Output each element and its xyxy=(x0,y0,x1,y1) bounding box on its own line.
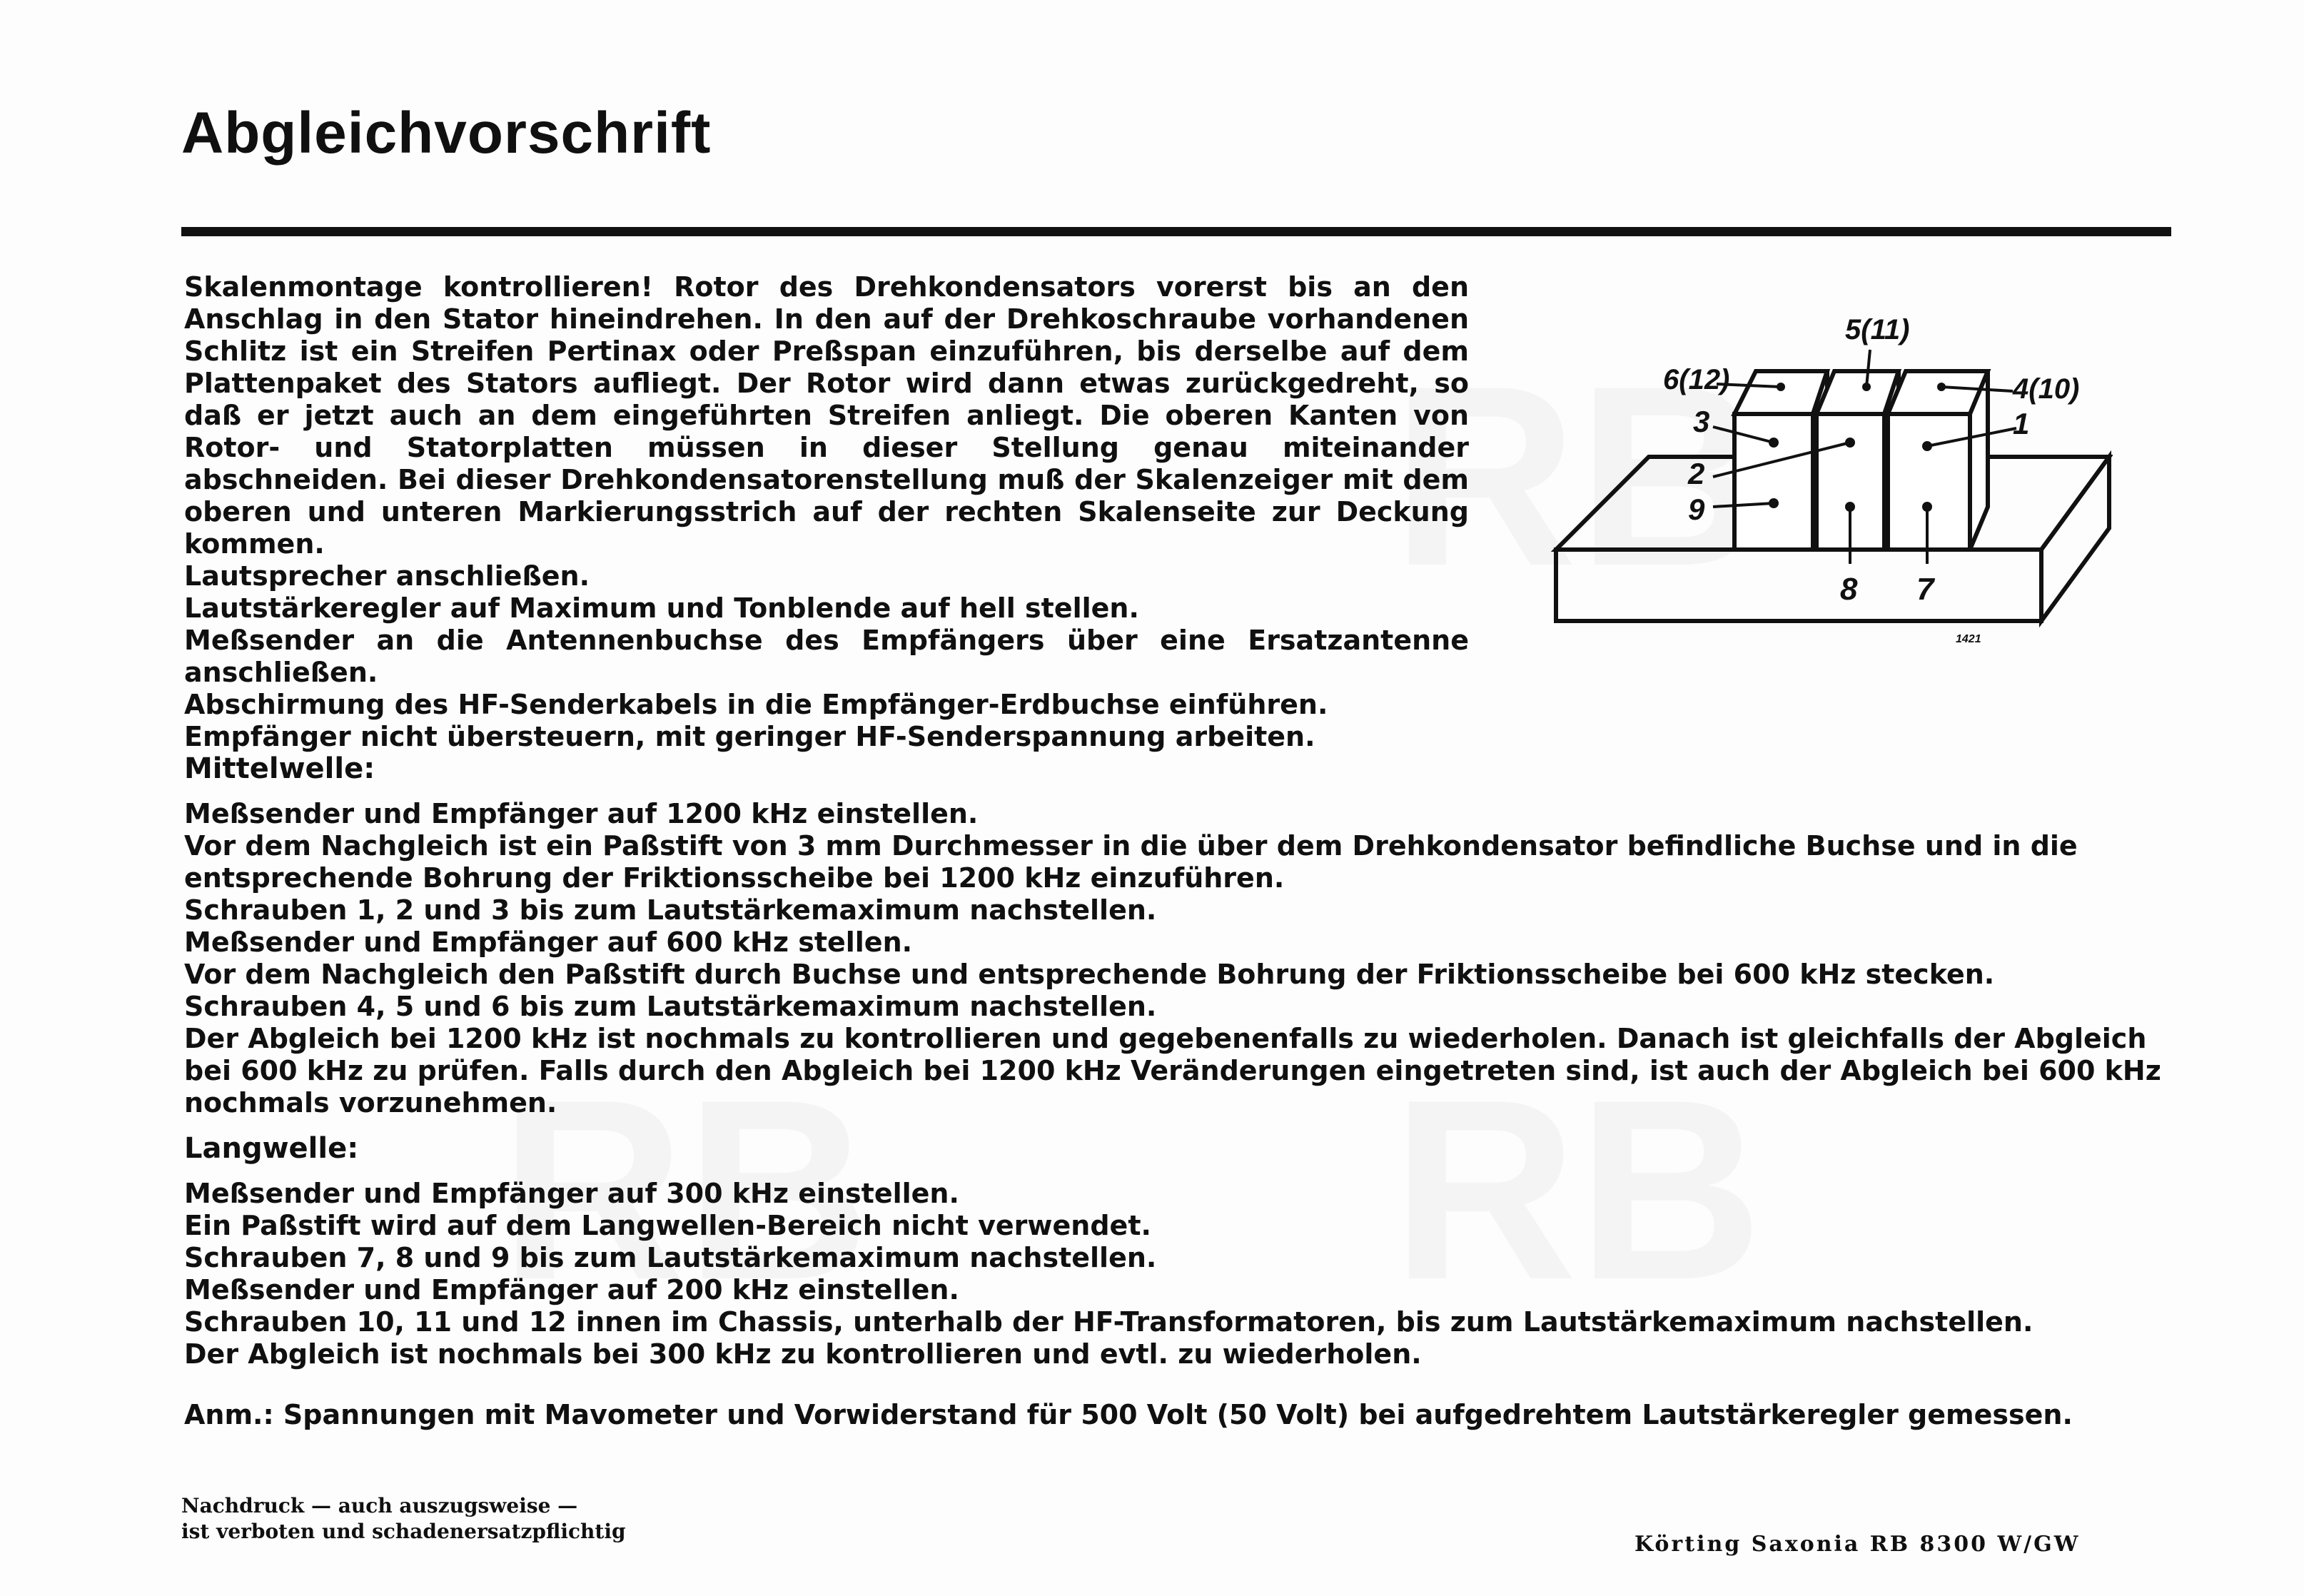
mittelwelle-line: Der Abgleich bei 1200 kHz ist nochmals zu kontrollieren und gegebenenfalls zu wiederholen. Danach ist gleichfalls der Abgleich bei 600 kHz zu prüfen. Falls durch den Abgleich bei 1200 kHz Veränderungen eingetreten sind, ist auch der Abgleich bei 600 kHz nochmals vorzunehmen. xyxy=(184,1023,2161,1118)
trimmer-diagram xyxy=(1542,307,2113,664)
mittelwelle-line: Vor dem Nachgleich den Paßstift durch Buchse und entsprechende Bohrung der Friktionsscheibe bei 600 kHz stecken. xyxy=(184,959,1995,990)
mittelwelle-line: Schrauben 1, 2 und 3 bis zum Lautstärkemaximum nachstellen. xyxy=(184,894,1157,926)
langwelle-line: Ein Paßstift wird auf dem Langwellen-Bereich nicht verwendet. xyxy=(184,1210,1151,1241)
mittelwelle-line: Schrauben 4, 5 und 6 bis zum Lautstärkemaximum nachstellen. xyxy=(184,991,1157,1022)
base-plate-front xyxy=(1556,550,2041,621)
intro-paragraph: Skalenmontage kontrollieren! Rotor des Drehkondensators vorerst bis an den Anschlag in den Stator hineindrehen. In den auf der Drehkoschraube vorhandenen Schlitz ist ein Streifen Pertinax oder Preßspan einzuführen, bis derselbe auf dem Plattenpaket des Stators aufliegt. Der Rotor wird dann etwas zurückgedreht, so daß er jetzt auch an dem eingeführten Streifen anliegt. Die oberen Kanten von Rotor- und Statorplatten müssen in dieser Stellung genau miteinander abschneiden. Bei dieser Drehkondensatorenstellung muß der Skalenzeiger mit dem oberen und unteren Markierungsstrich auf der rechten Skalenseite zur Deckung kommen. xyxy=(184,271,1469,560)
main-section xyxy=(184,751,2168,1431)
coil-can-right xyxy=(1888,371,1988,550)
figure-code: 1421 xyxy=(1956,633,1981,645)
mittelwelle-line: Meßsender und Empfänger auf 600 kHz stellen. xyxy=(184,926,913,958)
intro-section xyxy=(184,271,1469,753)
label-9: 9 xyxy=(1688,493,1705,526)
langwelle-line: Meßsender und Empfänger auf 200 kHz einstellen. xyxy=(184,1274,959,1305)
label-1: 1 xyxy=(2013,407,2030,440)
label-3: 3 xyxy=(1693,405,1710,438)
langwelle-line: Schrauben 10, 11 und 12 innen im Chassis, unterhalb der HF-Transformatoren, bis zum Lautstärkemaximum nachstellen. xyxy=(184,1306,2033,1338)
voltage-note: Anm.: Spannungen mit Mavometer und Vorwiderstand für 500 Volt (50 Volt) bei aufgedrehtem Lautstärkeregler gemessen. xyxy=(184,1399,2073,1430)
title-rule xyxy=(181,227,2171,236)
copyright-notice xyxy=(181,1493,626,1545)
page-title: Abgleichvorschrift xyxy=(181,101,712,166)
langwelle-heading: Langwelle: xyxy=(184,1132,359,1165)
label-2: 2 xyxy=(1688,457,1705,490)
label-6-12: 6(12) xyxy=(1663,364,1730,395)
label-8: 8 xyxy=(1840,572,1858,607)
model-designation: Körting Saxonia RB 8300 W/GW xyxy=(1634,1532,2081,1557)
mittelwelle-line: Meßsender und Empfänger auf 1200 kHz einstellen. xyxy=(184,798,979,829)
mittelwelle-line: Vor dem Nachgleich ist ein Paßstift von 3 mm Durchmesser in die über dem Drehkondensator befindliche Buchse und in die entsprechende Bohrung der Friktionsscheibe bei 1200 kHz einzuführen. xyxy=(184,830,2078,894)
label-5-11: 5(11) xyxy=(1845,314,1910,345)
copyright-line: Nachdruck — auch auszugsweise — xyxy=(181,1494,578,1517)
mittelwelle-heading: Mittelwelle: xyxy=(184,752,375,785)
label-4-10: 4(10) xyxy=(2013,373,2080,405)
intro-line: Lautsprecher anschließen. xyxy=(184,560,590,592)
label-7: 7 xyxy=(1916,572,1934,607)
langwelle-line: Schrauben 7, 8 und 9 bis zum Lautstärkemaximum nachstellen. xyxy=(184,1242,1157,1273)
intro-line: Empfänger nicht übersteuern, mit geringer HF-Senderspannung arbeiten. xyxy=(184,721,1315,752)
intro-line: Lautstärkeregler auf Maximum und Tonblende auf hell stellen. xyxy=(184,592,1139,624)
intro-line: Abschirmung des HF-Senderkabels in die Empfänger-Erdbuchse einführen. xyxy=(184,689,1328,720)
copyright-line: ist verboten und schadenersatzpflichtig xyxy=(181,1520,626,1543)
intro-line: Meßsender an die Antennenbuchse des Empfängers über eine Ersatzantenne anschließen. xyxy=(184,625,1469,688)
langwelle-line: Meßsender und Empfänger auf 300 kHz einstellen. xyxy=(184,1178,959,1209)
langwelle-line: Der Abgleich ist nochmals bei 300 kHz zu kontrollieren und evtl. zu wiederholen. xyxy=(184,1338,1422,1370)
base-plate-side xyxy=(2041,457,2109,621)
